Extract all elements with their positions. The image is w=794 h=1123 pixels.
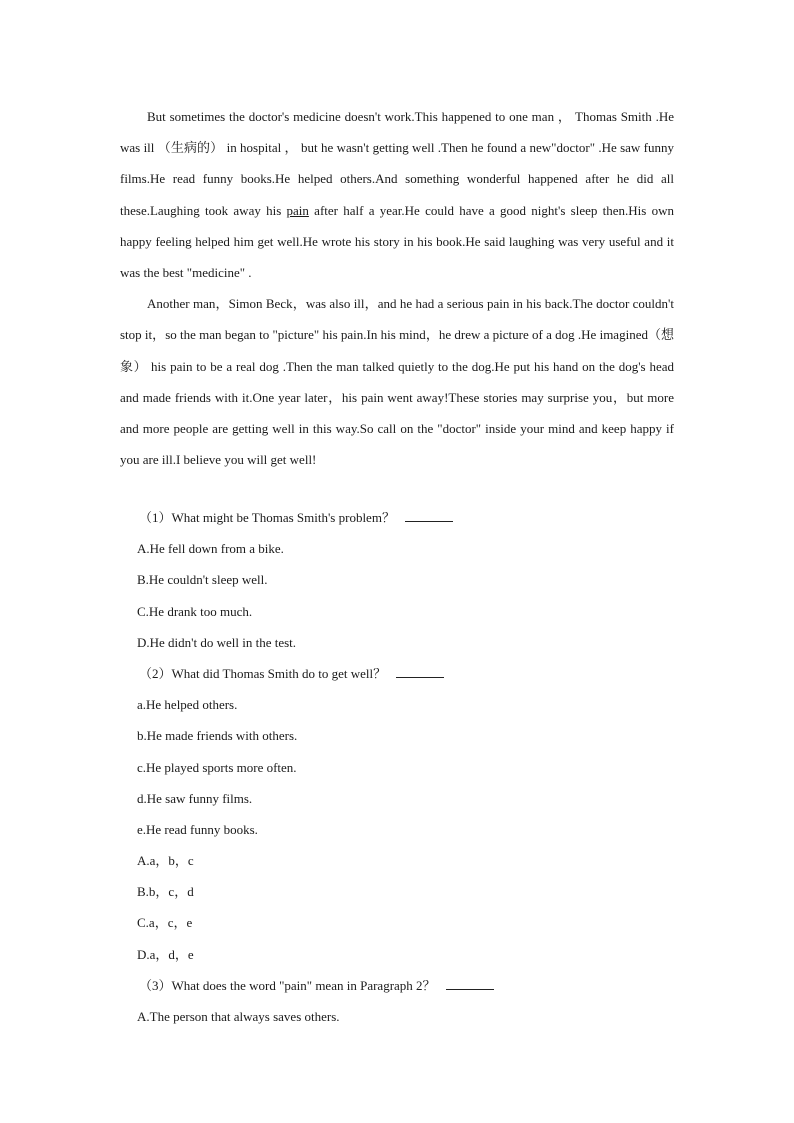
option: D.He didn't do well in the test. — [137, 634, 297, 650]
questions — [137, 502, 697, 1032]
choice: a.He helped others. — [137, 697, 238, 713]
answer-blank[interactable] — [396, 665, 444, 678]
passage-paragraph-2: Another man，Simon Beck，was also ill，and he had a serious pain in his back.The doctor couldn't stop it，so the man began to "picture" his pain.In his mind，he drew a picture of a dog .He imagined（想象） his pain to be a real dog .Then the man talked quietly to the dog.He put his hand on the dog's head and made friends with it.One year later，his pain went away!These stories may surprise you，but more and more people are getting well in this way.So call on the "doctor" inside your mind and keep happy if you are ill.I believe you will get well! — [120, 296, 674, 468]
answer-blank[interactable] — [405, 509, 453, 522]
paragraph-1-text-a: But sometimes the doctor's medicine doesn't work.This happened to one man ， Thomas Smith .He was ill （生病的） in hospital ， but he wasn't getting well .Then he found a new"doctor" .He saw funny films.He read funny books.He helped others.And something wonderful happened after he did all these.Laughing took away his — [120, 109, 674, 218]
option: B.b，c，d — [137, 884, 194, 900]
option: D.a，d，e — [137, 946, 194, 962]
option: C.a，c，e — [137, 915, 193, 931]
underlined-word-pain: pain — [286, 202, 309, 218]
passage-paragraph-1 — [120, 101, 674, 288]
paragraph-1-text-b: after half a year.He could have a good night's sleep then.His own happy feeling helped him get well.He wrote his story in his book.He said laughing was very useful and it was the best "medicine" . — [120, 202, 674, 281]
option: C.He drank too much. — [137, 603, 253, 619]
question-1-stem: （1）What might be Thomas Smith's problem？ — [137, 502, 697, 533]
choice: e.He read funny books. — [137, 821, 258, 837]
passage — [120, 101, 674, 475]
choice: b.He made friends with others. — [137, 728, 298, 744]
question-3-stem: （3）What does the word "pain" mean in Paragraph 2？ — [137, 970, 697, 1001]
option: A.He fell down from a bike. — [137, 541, 284, 557]
choice: c.He played sports more often. — [137, 759, 297, 775]
option: B.He couldn't sleep well. — [137, 572, 268, 588]
choice: d.He saw funny films. — [137, 790, 253, 806]
option: A.The person that always saves others. — [137, 1009, 340, 1024]
question-2-stem: （2）What did Thomas Smith do to get well？ — [137, 658, 697, 689]
answer-blank[interactable] — [446, 977, 494, 990]
option: A.a，b，c — [137, 853, 194, 869]
